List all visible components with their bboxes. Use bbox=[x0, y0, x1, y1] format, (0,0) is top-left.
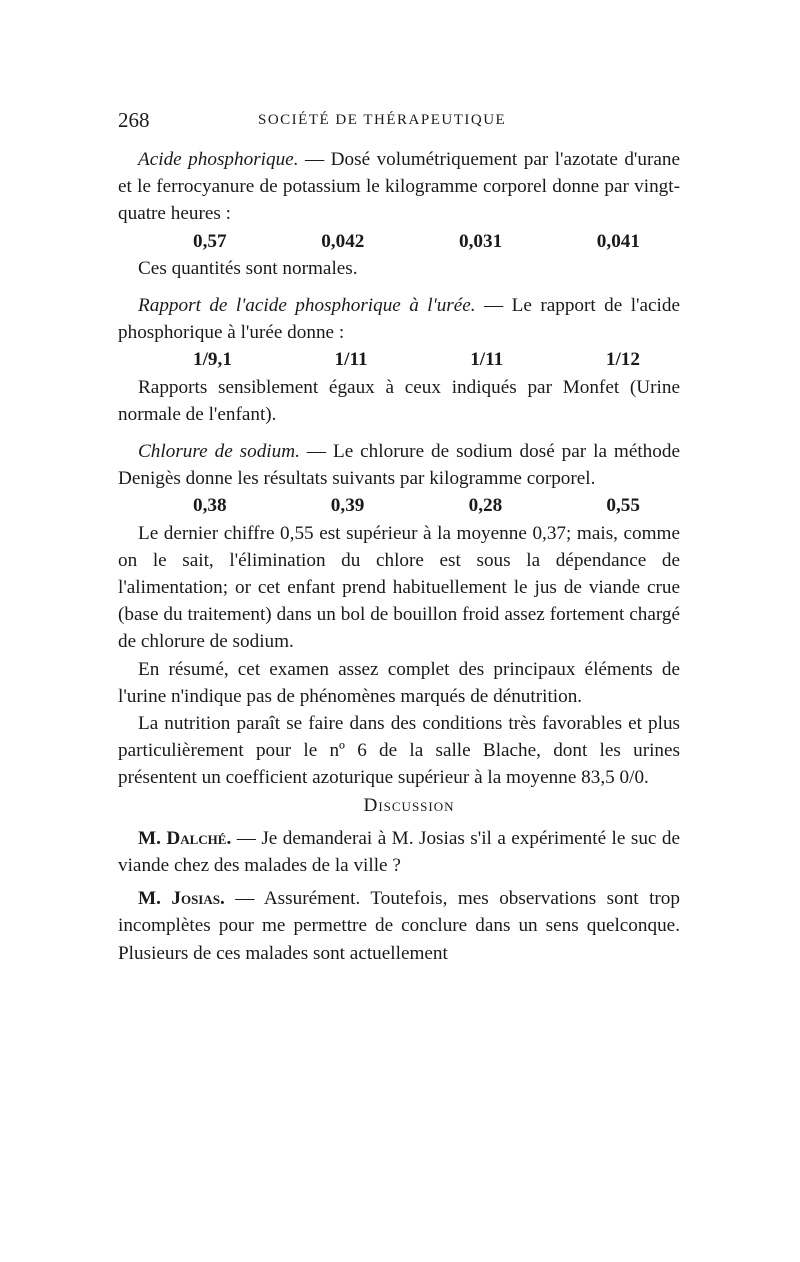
chlorure-paragraph bbox=[118, 438, 680, 492]
ratio-conclusion: Rapports sensiblement égaux à ceux indiqués par Monfet (Urine normale de l'enfant). bbox=[118, 376, 680, 425]
ratio-value: 1/11 bbox=[470, 349, 504, 371]
chlorure-conclusion: Le dernier chiffre 0,55 est supérieur à la moyenne 0,37; mais, comme on le sait, l'élimination du chlore est sous la dépendance de l'alimentation; or cet enfant prend habituellement le jus de viande crue (base du traitement) dans un bol de bouillon froid assez fortement chargé de chlorure de sodium. bbox=[118, 522, 680, 653]
page-header bbox=[118, 108, 678, 138]
ratio-title: Rapport de l'acide phosphorique à l'urée. bbox=[138, 295, 476, 317]
chlorure-text: — Le chlorure de sodium dosé par la méthode Denigès donne les résultats suivants par kilogramme corporel. bbox=[118, 441, 680, 490]
ratio-value: 1/12 bbox=[605, 349, 640, 371]
summary-paragraph: En résumé, cet examen assez complet des principaux éléments de l'urine n'indique pas de phénomènes marqués de dénutrition. bbox=[118, 658, 680, 707]
speaker-text: — Assurément. Toutefois, mes observations sont trop incomplètes pour me permettre de conclure dans un sens quelconque. Plusieurs de ces malades sont actuellement bbox=[118, 888, 680, 964]
phosphoric-text: — Dosé volumétriquement par l'azotate d'urane et le ferrocyanure de potassium le kilogramme corporel donne par vingt-quatre heures : bbox=[118, 149, 680, 225]
phosphoric-value: 0,031 bbox=[459, 230, 503, 252]
ratio-value: 1/9,1 bbox=[193, 349, 232, 371]
phosphoric-values-row bbox=[118, 228, 680, 255]
phosphoric-value: 0,041 bbox=[596, 230, 640, 252]
speaker-name: M. Dalché. bbox=[138, 827, 232, 849]
page-body bbox=[118, 146, 680, 967]
chlorure-values-row bbox=[118, 492, 680, 519]
ratio-text: — Le rapport de l'acide phosphorique à l'urée donne : bbox=[118, 295, 680, 344]
ratio-paragraph bbox=[118, 292, 680, 346]
page-number: 268 bbox=[118, 108, 150, 132]
chlorure-title: Chlorure de sodium. bbox=[138, 441, 300, 463]
discussion-entry bbox=[118, 825, 680, 879]
phosphoric-conclusion: Ces quantités sont normales. bbox=[138, 257, 358, 279]
phosphoric-paragraph bbox=[118, 146, 680, 228]
chlorure-value: 0,39 bbox=[330, 495, 365, 517]
phosphoric-value: 0,57 bbox=[193, 230, 227, 252]
running-head: SOCIÉTÉ DE THÉRAPEUTIQUE bbox=[258, 112, 507, 128]
chlorure-value: 0,38 bbox=[193, 495, 227, 517]
chlorure-value: 0,28 bbox=[468, 495, 503, 517]
ratio-value: 1/11 bbox=[334, 349, 368, 371]
discussion-heading: Discussion bbox=[363, 794, 455, 816]
phosphoric-title: Acide phosphorique. bbox=[138, 149, 299, 170]
summary-paragraph: La nutrition paraît se faire dans des conditions très favorables et plus particulièrement pour le nº 6 de la salle Blache, dont les urines présentent un coefficient azoturique supérieur à la moyenne 83,5 0/0. bbox=[118, 713, 680, 789]
speaker-text: — Je demanderai à M. Josias s'il a expérimenté le suc de viande chez des malades de la ville ? bbox=[118, 827, 680, 877]
ratio-values-row bbox=[118, 346, 680, 373]
discussion-entry bbox=[118, 885, 680, 967]
chlorure-value: 0,55 bbox=[606, 495, 640, 517]
speaker-name: M. Josias. bbox=[138, 888, 225, 910]
phosphoric-value: 0,042 bbox=[321, 230, 365, 252]
